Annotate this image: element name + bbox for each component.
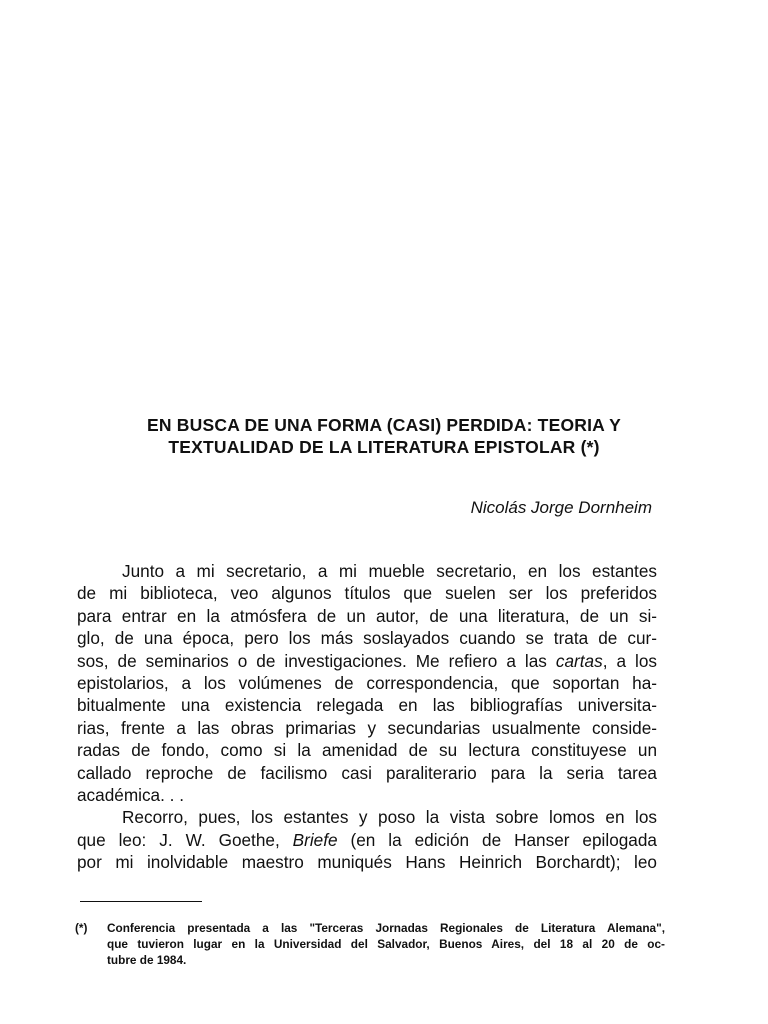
body-line: bitualmente una existencia relegada en las bibliografías universita- [77, 695, 657, 716]
body-line [77, 829, 657, 851]
footnote-separator [80, 901, 202, 902]
article-title [80, 414, 688, 458]
body-line: epistolarios, a los volúmenes de correspondencia, que soportan ha- [77, 673, 657, 694]
body-text-run: , a los [602, 650, 657, 671]
body-line: radas de fondo, como si la amenidad de su lectura constituyese un [77, 740, 657, 761]
body-text-run: (en la edición de Hanser epilogada [337, 829, 657, 850]
title-line-2: TEXTUALIDAD DE LA LITERATURA EPISTOLAR (*) [168, 437, 600, 457]
italic-title-briefe: Briefe [292, 829, 338, 850]
body-line: académica. . . [77, 785, 184, 806]
author-name: Nicolás Jorge Dornheim [470, 498, 652, 517]
italic-term-cartas: cartas [555, 650, 603, 671]
body-text [77, 560, 657, 874]
footnote-line: tubre de 1984. [107, 953, 187, 967]
body-line: Junto a mi secretario, a mi mueble secretario, en los estantes [122, 561, 657, 581]
footnote [75, 920, 665, 968]
body-line: por mi inolvidable maestro muniqués Hans Heinrich Borchardt); leo [77, 852, 657, 873]
footnote-line: Conferencia presentada a las "Terceras Jornadas Regionales de Literatura Alemana", [107, 921, 665, 935]
footnote-line: que tuvieron lugar en la Universidad del Salvador, Buenos Aires, del 18 al 20 de oc- [107, 937, 665, 951]
body-line: de mi biblioteca, veo algunos títulos que suelen ser los preferidos [77, 583, 657, 604]
body-line: Recorro, pues, los estantes y poso la vista sobre lomos en los [122, 807, 657, 828]
body-line: callado reproche de facilismo casi paraliterario para la seria tarea [77, 762, 657, 783]
body-text-run: sos, de seminarios o de investigaciones. Me refiero a las [77, 650, 556, 671]
footnote-marker: (*) [75, 921, 88, 935]
body-line [77, 650, 657, 672]
body-text-run: que leo: J. W. Goethe, [77, 829, 293, 850]
title-line-1: EN BUSCA DE UNA FORMA (CASI) PERDIDA: TEORIA Y [147, 415, 621, 435]
body-line: glo, de una época, pero los más soslayados cuando se trata de cur- [77, 628, 657, 649]
body-line: para entrar en la atmósfera de un autor, de una literatura, de un si- [77, 605, 657, 626]
body-line: rias, frente a las obras primarias y secundarias usualmente conside- [77, 717, 657, 738]
